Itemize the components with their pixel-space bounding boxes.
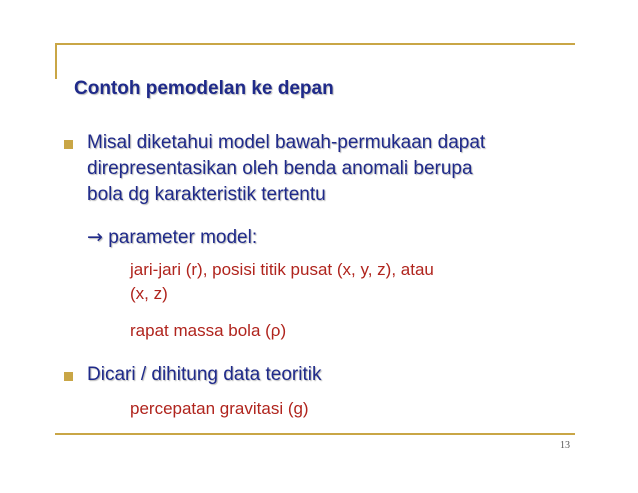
bullet-marker bbox=[64, 140, 73, 149]
sub-heading-label: parameter model: bbox=[108, 227, 258, 248]
detail-line-3: rapat massa bola (ρ) bbox=[130, 321, 287, 340]
bullet-1-line-1: Misal diketahui model bawah-permukaan dapat bbox=[87, 132, 486, 153]
arrow-right-icon: → bbox=[87, 226, 103, 248]
sub-heading bbox=[87, 224, 257, 251]
bullet-1-line-3: bola dg karakteristik tertentu bbox=[87, 184, 326, 205]
detail-line-2: (x, z) bbox=[130, 284, 168, 303]
frame-left-line bbox=[55, 43, 57, 79]
frame-bottom-line bbox=[55, 433, 575, 435]
page-number: 13 bbox=[560, 440, 570, 451]
bullet-2-detail: percepatan gravitasi (g) bbox=[130, 399, 309, 418]
detail-line-1: jari-jari (r), posisi titik pusat (x, y, z), atau bbox=[130, 260, 434, 279]
frame-top-line bbox=[55, 43, 575, 45]
bullet-2-text: Dicari / dihitung data teoritik bbox=[87, 364, 322, 385]
slide-title: Contoh pemodelan ke depan bbox=[74, 78, 334, 99]
bullet-marker bbox=[64, 372, 73, 381]
bullet-1-line-2: direpresentasikan oleh benda anomali berupa bbox=[87, 158, 473, 179]
